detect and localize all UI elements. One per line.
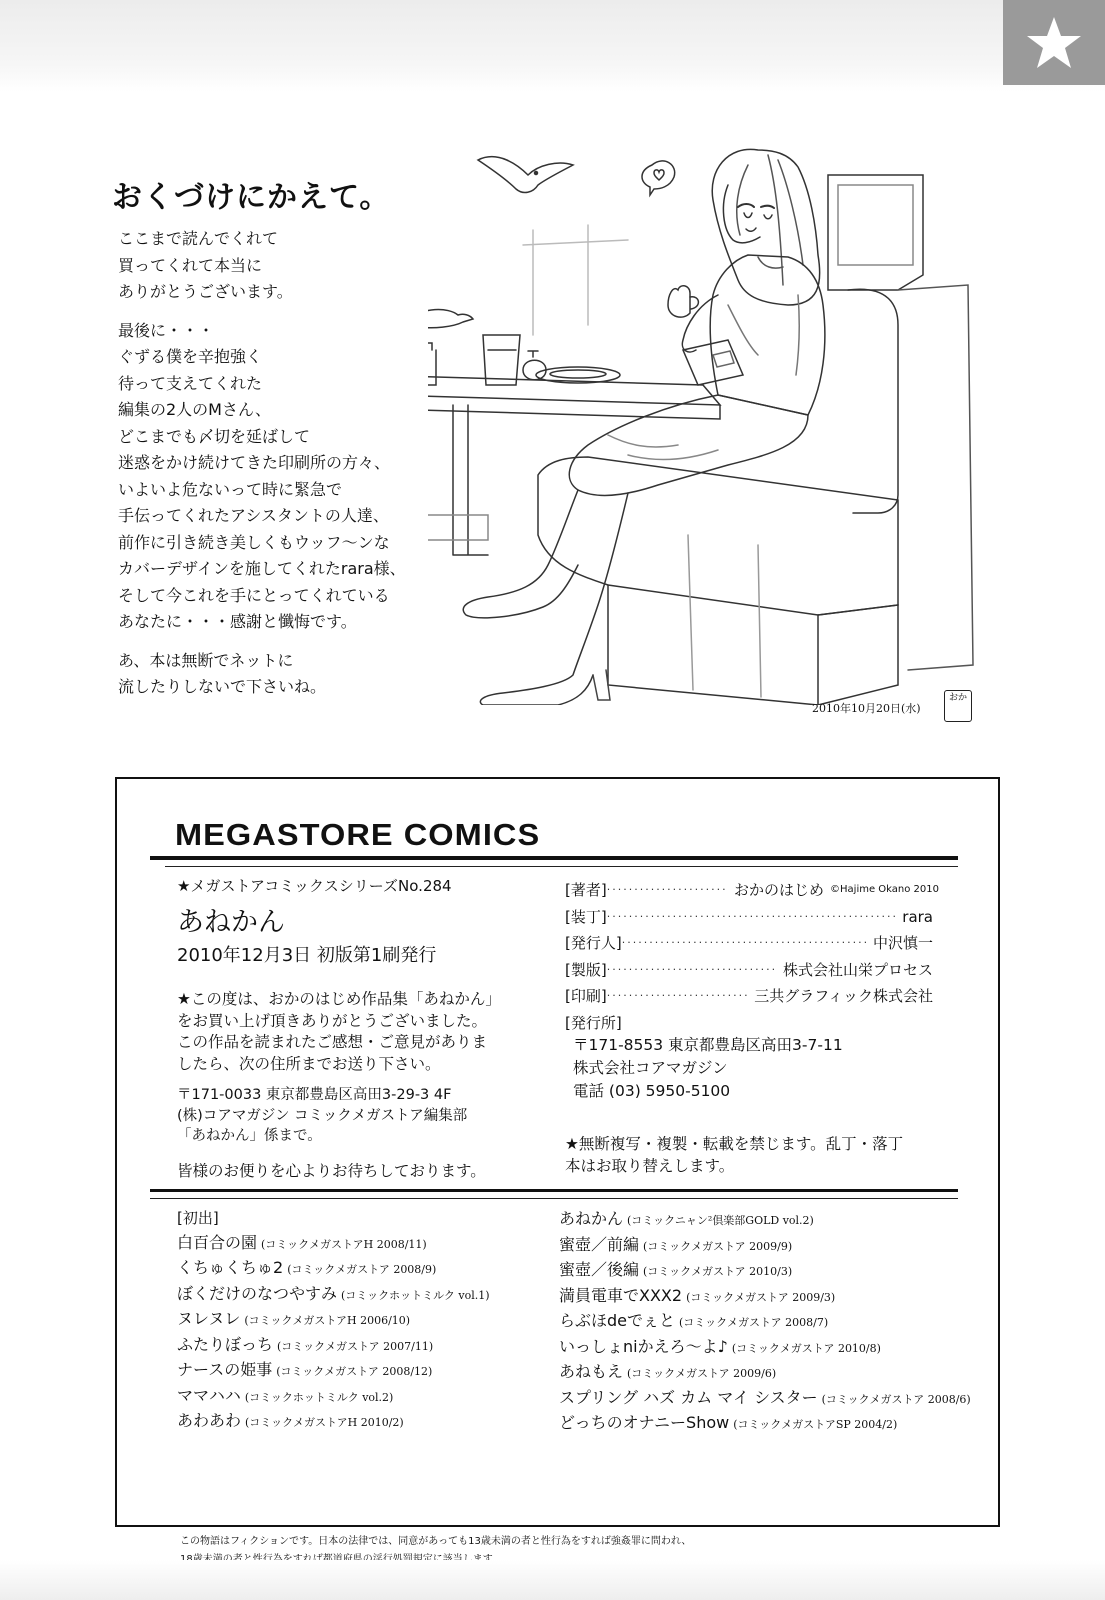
first-appearance-entry: [559, 1258, 979, 1284]
first-appearance-right: [559, 1207, 979, 1437]
divider: [150, 856, 958, 860]
address-line: 「あねかん」係まで。: [177, 1128, 322, 1144]
author-seal: おか: [944, 690, 972, 722]
star-icon: [1024, 14, 1084, 72]
publisher-line: 株式会社コアマガジン: [573, 1058, 728, 1077]
publisher-office-label: [発行所]: [565, 1013, 622, 1032]
publisher-office: [565, 1034, 965, 1103]
credit-value: 株式会社山栄プロセス: [782, 960, 933, 979]
first-appearance-entry: [177, 1333, 557, 1359]
credit-row-author: [565, 877, 965, 904]
mail-address: [177, 1085, 537, 1147]
afterword-line: 買ってくれて本当に: [118, 255, 263, 275]
story-source: (コミックメガストア 2009/9): [643, 1239, 793, 1253]
credit-row-design: [565, 904, 965, 931]
first-appearance-label: [初出]: [177, 1209, 219, 1227]
leader-dots: [607, 904, 897, 931]
notice-line: をお買い上げ頂きありがとうございました。: [177, 1011, 488, 1030]
publication-date: 2010年12月3日 初版第1刷発行: [177, 945, 437, 966]
story-title: くちゅくちゅ2: [177, 1258, 284, 1277]
story-title: あねかん: [559, 1209, 624, 1228]
first-appearance-entry: [559, 1335, 979, 1361]
publisher-line: 〒171-8553 東京都豊島区高田3-7-11: [573, 1035, 843, 1054]
story-source: (コミックメガストア 2010/8): [731, 1341, 881, 1355]
colophon-box: [115, 777, 1000, 1527]
first-appearance-entry: [559, 1233, 979, 1259]
story-title: 蜜壺／前編: [559, 1234, 640, 1254]
reader-notice: [177, 989, 537, 1075]
colophon-left-column: [177, 875, 537, 1181]
first-appearance-entry: [559, 1284, 979, 1310]
credit-label: [発行人]: [565, 934, 622, 952]
story-source: (コミックメガストア 2009/3): [686, 1290, 836, 1304]
afterword-title: おくづけにかえて。: [112, 180, 391, 215]
story-source: (コミックメガストア 2010/3): [643, 1265, 793, 1278]
story-title: らぶほdeでぇと: [559, 1311, 676, 1330]
series-number: ★メガストアコミックスシリーズNo.284: [177, 877, 452, 895]
colophon-brand: MEGASTORE COMICS: [175, 817, 541, 852]
credit-label: [装丁]: [565, 907, 607, 926]
credit-row-publisher: [565, 930, 965, 957]
first-appearance-entry: [559, 1309, 979, 1335]
book-title: あねかん: [177, 907, 285, 938]
story-source: (コミックホットミルク vol.1): [341, 1288, 490, 1302]
copyright-notice: ©Hajime Okano 2010: [830, 884, 939, 895]
story-title: あわあわ: [177, 1411, 242, 1430]
afterword-line: 最後に・・・: [118, 320, 215, 340]
afterword-paragraph: [118, 648, 448, 701]
page-header-band: [0, 0, 1105, 92]
credit-value: rara: [902, 907, 933, 926]
divider: [165, 866, 958, 867]
first-appearance-entry: [177, 1307, 557, 1333]
story-title: どっちのオナニーShow: [559, 1413, 730, 1432]
credit-label: [製版]: [565, 960, 607, 979]
story-source: (コミックメガストアH 2010/2): [245, 1416, 404, 1429]
story-source: (コミックニャン²倶楽部GOLD vol.2): [627, 1214, 814, 1227]
colophon-right-column: [565, 877, 965, 1177]
story-title: ママハハ: [177, 1385, 241, 1405]
story-source: (コミックメガストア 2008/6): [821, 1392, 971, 1406]
divider: [150, 1189, 958, 1192]
story-source: (コミックメガストア 2007/11): [277, 1339, 434, 1353]
afterword-line: ありがとうございます。: [118, 282, 293, 301]
story-source: (コミックメガストアH 2006/10): [244, 1314, 411, 1327]
afterword-line: ぐずる僕を辛抱強く: [118, 347, 263, 366]
story-source: (コミックホットミルク vol.2): [244, 1390, 394, 1404]
story-title: 満員電車でXXX2: [559, 1285, 683, 1305]
publisher-line: 電話 (03) 5950-5100: [573, 1081, 731, 1100]
story-source: (コミックメガストアSP 2004/2): [733, 1418, 898, 1431]
rights-line: 本はお取り替えします。: [565, 1156, 735, 1175]
story-title: あねもえ: [559, 1362, 624, 1381]
credit-value: 三共グラフィック株式会社: [754, 987, 933, 1005]
story-title: 蜜壺／後編: [559, 1260, 640, 1279]
credit-row-platemaking: [565, 957, 965, 984]
afterword-line: あ、本は無断でネットに: [118, 650, 294, 670]
first-appearance-entry: [559, 1386, 979, 1412]
credit-row-printing: [565, 983, 965, 1010]
first-appearance-entry: [177, 1409, 557, 1435]
first-appearance-entry: [177, 1384, 557, 1410]
first-appearance-entry: [559, 1411, 979, 1437]
afterword-paragraph: [118, 318, 448, 636]
first-appearance-entry: [559, 1207, 979, 1233]
address-line: 〒171-0033 東京都豊島区高田3-29-3 4F: [177, 1087, 452, 1103]
address-line: (株)コアマガジン コミックメガストア編集部: [177, 1107, 468, 1124]
afterword-line: そして今これを手にとってくれている: [118, 585, 390, 605]
story-title: ナースの姫事: [177, 1360, 273, 1379]
story-source: (コミックメガストアH 2008/11): [261, 1237, 427, 1251]
afterword-line: 編集の2人のMさん、: [118, 400, 271, 419]
page-footer-band: [0, 1560, 1105, 1600]
afterword-line: どこまでも〆切を延ばして: [118, 426, 311, 446]
first-appearance-entry: [559, 1360, 979, 1386]
credit-value: 中沢慎一: [872, 934, 933, 952]
story-title: ヌレヌレ: [177, 1309, 241, 1328]
afterword-line: 待って支えてくれた: [118, 373, 263, 393]
leader-dots: [607, 957, 777, 984]
afterword-body: [118, 226, 448, 713]
leader-dots: [622, 930, 867, 957]
first-appearance-entry: [177, 1256, 557, 1282]
afterword-date: 2010年10月20日(水): [812, 702, 921, 715]
notice-line: この作品を読まれたご感想・ご意見がありま: [177, 1033, 488, 1051]
afterword-line: 迷惑をかけ続けてきた印刷所の方々、: [118, 453, 391, 472]
afterword-line: 前作に引き続き美しくもウッフ～ンな: [118, 532, 390, 552]
afterword-line: カバーデザインを施してくれたrara様、: [118, 559, 406, 578]
first-appearance-entry: [177, 1282, 557, 1308]
story-title: 白百合の園: [177, 1232, 258, 1252]
notice-line: ★この度は、おかのはじめ作品集「あねかん」: [177, 990, 501, 1008]
disclaimer-line: この物語はフィクションです。日本の法律では、同意があっても13歳未満の者と性行為をすれば強姦罪に問われ、: [180, 1536, 692, 1547]
story-source: (コミックメガストア 2008/12): [276, 1365, 433, 1378]
story-title: いっしょniかえろ～よ♪: [559, 1336, 728, 1356]
credit-value: おかのはじめ: [734, 881, 825, 899]
first-appearance-entry: [177, 1358, 557, 1384]
story-source: (コミックメガストア 2008/9): [287, 1263, 437, 1276]
story-source: (コミックメガストア 2008/7): [679, 1316, 829, 1329]
afterword-line: 流したりしないで下さいね。: [118, 677, 327, 696]
first-appearance-entry: [177, 1231, 557, 1257]
afterword-line: いよいよ危ないって時に緊急で: [118, 479, 343, 499]
leader-dots: [607, 877, 728, 904]
credit-label: [著者]: [565, 881, 607, 899]
closing-message: 皆様のお便りを心よりお待ちしております。: [177, 1161, 486, 1180]
story-title: ぼくだけのなつやすみ: [177, 1283, 338, 1303]
first-appearance-left: [177, 1207, 557, 1435]
cafe-girl-illustration: [428, 145, 988, 705]
rights-notice: [565, 1133, 965, 1177]
rights-line: ★無断複写・複製・転載を禁じます。乱丁・落丁: [565, 1134, 904, 1153]
afterword-line: あなたに・・・感謝と懺悔です。: [118, 612, 357, 631]
story-title: ふたりぼっち: [177, 1334, 274, 1354]
divider: [150, 1198, 958, 1199]
story-title: スプリング ハズ カム マイ シスター: [559, 1387, 818, 1407]
afterword-line: ここまで読んでくれて: [118, 229, 279, 248]
leader-dots: [607, 983, 748, 1010]
credit-label: [印刷]: [565, 987, 607, 1005]
notice-line: したら、次の住所までお送り下さい。: [177, 1054, 441, 1073]
corner-star-tab: [1003, 0, 1105, 85]
afterword-line: 手伝ってくれたアシスタントの人達、: [118, 506, 389, 525]
afterword-paragraph: [118, 226, 448, 306]
story-source: (コミックメガストア 2009/6): [627, 1367, 777, 1380]
